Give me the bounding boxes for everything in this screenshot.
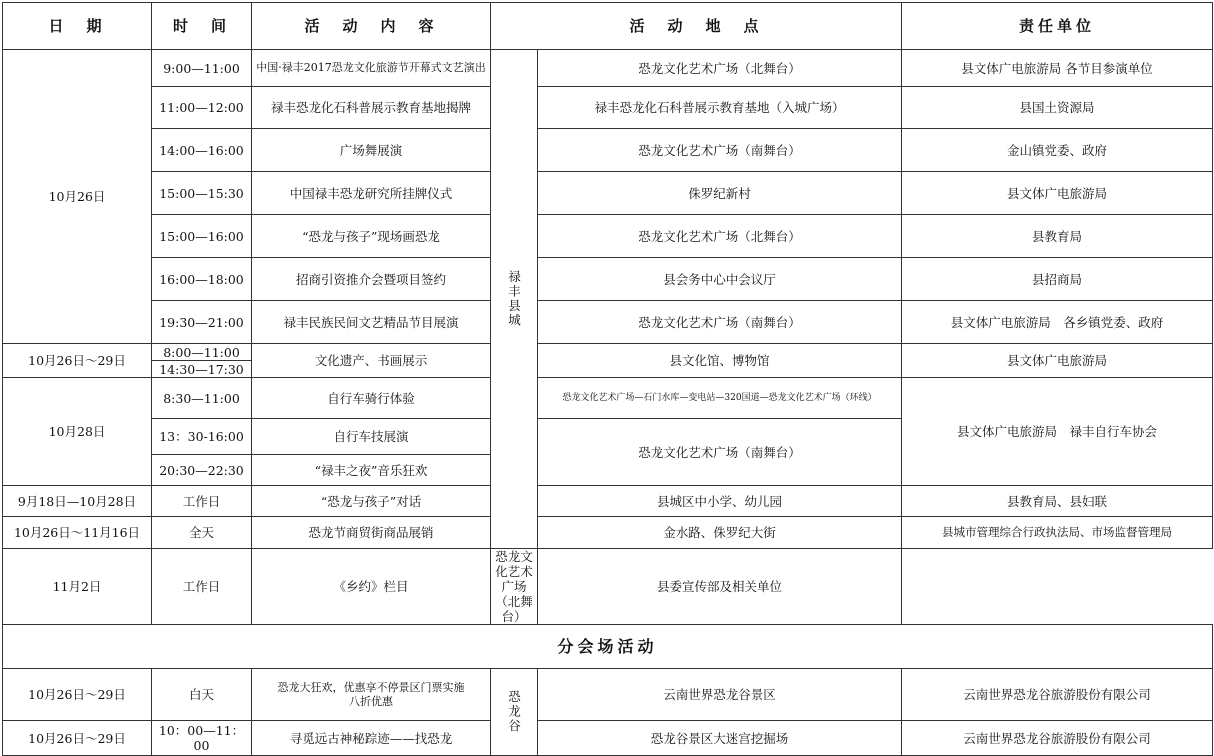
date-cell: 10月28日 [3, 378, 152, 486]
header-unit: 责任单位 [902, 3, 1213, 50]
unit-cell: 县城市管理综合行政执法局、市场监督管理局 [902, 517, 1213, 549]
unit-cell: 县委宣传部及相关单位 [538, 549, 902, 625]
venue-cell: 县城区中小学、幼儿园 [538, 486, 902, 517]
table-row [3, 258, 1213, 301]
table-row [3, 486, 1213, 517]
table-row [3, 517, 1213, 549]
header-venue: 活 动 地 点 [491, 3, 902, 50]
table-row [3, 50, 1213, 87]
content-cell: 禄丰恐龙化石科普展示教育基地揭牌 [252, 87, 491, 129]
content-cell: “恐龙与孩子”对话 [252, 486, 491, 517]
table-row [3, 344, 1213, 361]
time-cell: 工作日 [152, 486, 252, 517]
header-date: 日 期 [3, 3, 152, 50]
content-cell: 《乡约》栏目 [252, 549, 491, 625]
venue-cell: 县会务中心中会议厅 [538, 258, 902, 301]
time-cell: 14:00—16:00 [152, 129, 252, 172]
schedule-table [2, 2, 1213, 756]
date-cell: 10月26日～29日 [3, 721, 152, 756]
content-cell: 中国·禄丰2017恐龙文化旅游节开幕式文艺演出 [252, 50, 491, 87]
unit-cell: 县文体广电旅游局 各节目参演单位 [902, 50, 1213, 87]
table-row [3, 301, 1213, 344]
venue-cell: 恐龙文化艺术广场（北舞台） [538, 215, 902, 258]
content-cell: 寻觅远古神秘踪迹——找恐龙 [252, 721, 491, 756]
time-cell: 16:00—18:00 [152, 258, 252, 301]
content-cell: 中国禄丰恐龙研究所挂牌仪式 [252, 172, 491, 215]
content-cell: 禄丰民族民间文艺精品节目展演 [252, 301, 491, 344]
content-cell: “恐龙与孩子”现场画恐龙 [252, 215, 491, 258]
time-cell: 白天 [152, 669, 252, 721]
section-row [3, 625, 1213, 669]
venue-cell: 金水路、侏罗纪大街 [538, 517, 902, 549]
header-row [3, 3, 1213, 50]
unit-cell: 云南世界恐龙谷旅游股份有限公司 [902, 721, 1213, 756]
time-cell: 13：30-16:00 [152, 419, 252, 455]
time-cell: 9:00—11:00 [152, 50, 252, 87]
date-cell: 10月26日～29日 [3, 669, 152, 721]
unit-cell: 县招商局 [902, 258, 1213, 301]
time-cell: 11:00—12:00 [152, 87, 252, 129]
venue-cell: 县文化馆、博物馆 [538, 344, 902, 378]
time-cell: 15:00—16:00 [152, 215, 252, 258]
venue-group-sub: 恐龙谷 [491, 669, 538, 756]
venue-cell: 禄丰恐龙化石科普展示教育基地（入城广场） [538, 87, 902, 129]
date-cell: 11月2日 [3, 549, 152, 625]
venue-cell: 云南世界恐龙谷景区 [538, 669, 902, 721]
time-cell: 8:30—11:00 [152, 378, 252, 419]
table-row [3, 215, 1213, 258]
content-cell: 恐龙大狂欢，优惠享不停景区门票实施八折优惠 [252, 669, 491, 721]
table-row [3, 721, 1213, 756]
time-cell: 工作日 [152, 549, 252, 625]
venue-cell: 恐龙文化艺术广场（北舞台） [538, 50, 902, 87]
section-title: 分会场活动 [3, 625, 1213, 669]
unit-cell: 县教育局 [902, 215, 1213, 258]
unit-cell: 云南世界恐龙谷旅游股份有限公司 [902, 669, 1213, 721]
date-cell: 10月26日～11月16日 [3, 517, 152, 549]
venue-cell: 恐龙文化艺术广场（南舞台） [538, 301, 902, 344]
content-cell: 文化遗产、书画展示 [252, 344, 491, 378]
time-cell: 15:00—15:30 [152, 172, 252, 215]
time-cell: 20:30—22:30 [152, 455, 252, 486]
time-cell: 10：00—11：00 [152, 721, 252, 756]
venue-group-main: 禄丰县城 [491, 50, 538, 549]
unit-cell: 县国土资源局 [902, 87, 1213, 129]
table-row [3, 549, 1213, 625]
time-cell: 14:30—17:30 [152, 361, 252, 378]
content-cell: 自行车技展演 [252, 419, 491, 455]
content-cell: 广场舞展演 [252, 129, 491, 172]
table-row [3, 172, 1213, 215]
header-time: 时 间 [152, 3, 252, 50]
venue-cell: 恐龙文化艺术广场—石门水库—变电站—320国道—恐龙文化艺术广场（环线） [538, 378, 902, 419]
time-cell: 8:00—11:00 [152, 344, 252, 361]
venue-cell: 恐龙文化艺术广场（南舞台） [538, 129, 902, 172]
content-cell: “禄丰之夜”音乐狂欢 [252, 455, 491, 486]
venue-cell: 恐龙谷景区大迷宫挖掘场 [538, 721, 902, 756]
unit-cell: 县文体广电旅游局 [902, 344, 1213, 378]
date-cell: 10月26日 [3, 50, 152, 344]
content-cell: 招商引资推介会暨项目签约 [252, 258, 491, 301]
date-cell: 9月18日—10月28日 [3, 486, 152, 517]
unit-cell: 县文体广电旅游局 [902, 172, 1213, 215]
time-cell: 全天 [152, 517, 252, 549]
table-row [3, 129, 1213, 172]
venue-cell: 恐龙文化艺术广场（南舞台） [538, 419, 902, 486]
content-cell: 恐龙节商贸街商品展销 [252, 517, 491, 549]
table-row [3, 87, 1213, 129]
venue-cell: 侏罗纪新村 [538, 172, 902, 215]
content-cell: 自行车骑行体验 [252, 378, 491, 419]
unit-cell: 金山镇党委、政府 [902, 129, 1213, 172]
header-content: 活 动 内 容 [252, 3, 491, 50]
table-row [3, 669, 1213, 721]
unit-cell: 县文体广电旅游局 禄丰自行车协会 [902, 378, 1213, 486]
venue-cell: 恐龙文化艺术广场（北舞台） [491, 549, 538, 625]
date-cell: 10月26日～29日 [3, 344, 152, 378]
unit-cell: 县文体广电旅游局 各乡镇党委、政府 [902, 301, 1213, 344]
time-cell: 19:30—21:00 [152, 301, 252, 344]
table-row [3, 378, 1213, 419]
unit-cell: 县教育局、县妇联 [902, 486, 1213, 517]
